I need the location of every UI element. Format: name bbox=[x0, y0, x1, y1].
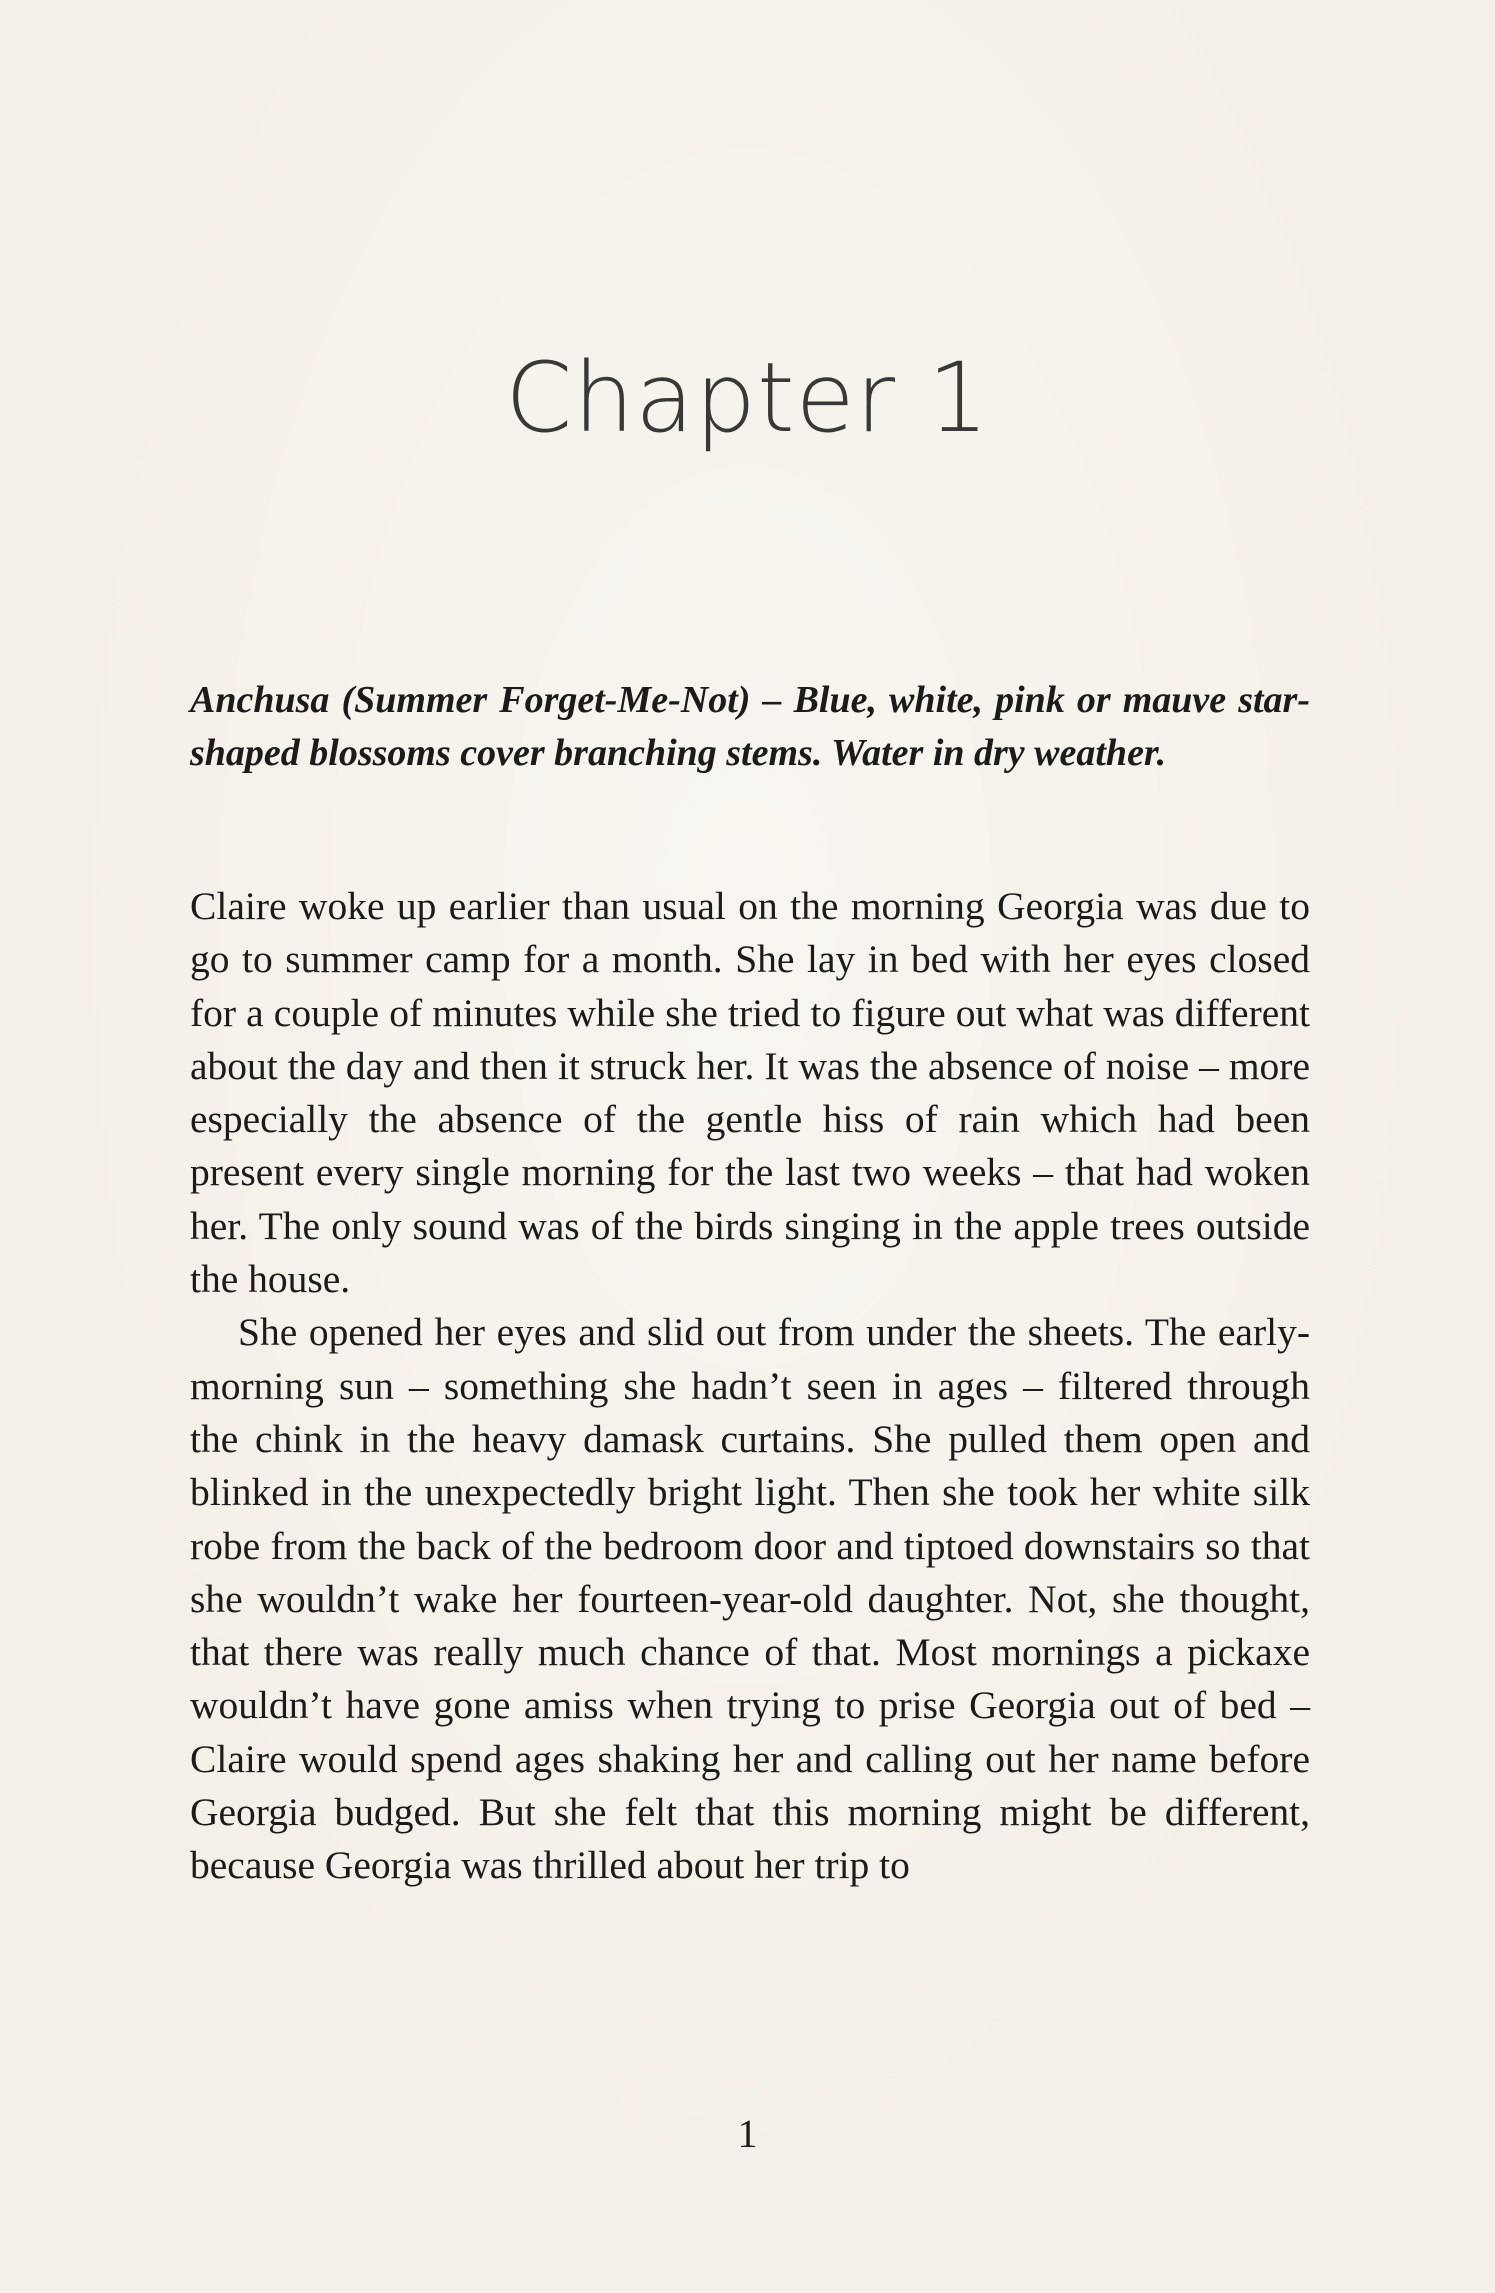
page-number: 1 bbox=[737, 2111, 758, 2156]
paragraph: Claire woke up earlier than usual on the morning Georgia was due to go to summer camp for a month. She lay in bed with her eyes closed for a couple of minutes while she tried to figure out what was different about the day and then it struck her. It was the absence of noise – more especially the absence of the gentle hiss of rain which had been present every single morning for the last two weeks – that had woken her. The only sound was of the birds singing in the apple trees outside the house. bbox=[190, 884, 1310, 1302]
paragraph: She opened her eyes and slid out from under the sheets. The early-morning sun – something she hadn’t seen in ages – filtered through the chink in the heavy damask curtains. She pulled them open and blinked in the unexpectedly bright light. Then she took her white silk robe from the back of the bedroom door and tiptoed downstairs so that she wouldn’t wake her fourteen-year-old daughter. Not, she thought, that there was really much chance of that. Most mornings a pickaxe wouldn’t have gone amiss when trying to prise Georgia out of bed – Claire would spend ages shaking her and calling out her name before Georgia budged. But she felt that this morning might be different, because Georgia was thrilled about her trip to bbox=[190, 1310, 1310, 1888]
chapter-title: Chapter 1 bbox=[505, 342, 990, 454]
epigraph: Anchusa (Summer Forget-Me-Not) – Blue, white, pink or mauve star-shaped blossoms cover branching stems. Water in dry weather. bbox=[190, 679, 1310, 774]
body-text bbox=[190, 880, 1310, 1893]
